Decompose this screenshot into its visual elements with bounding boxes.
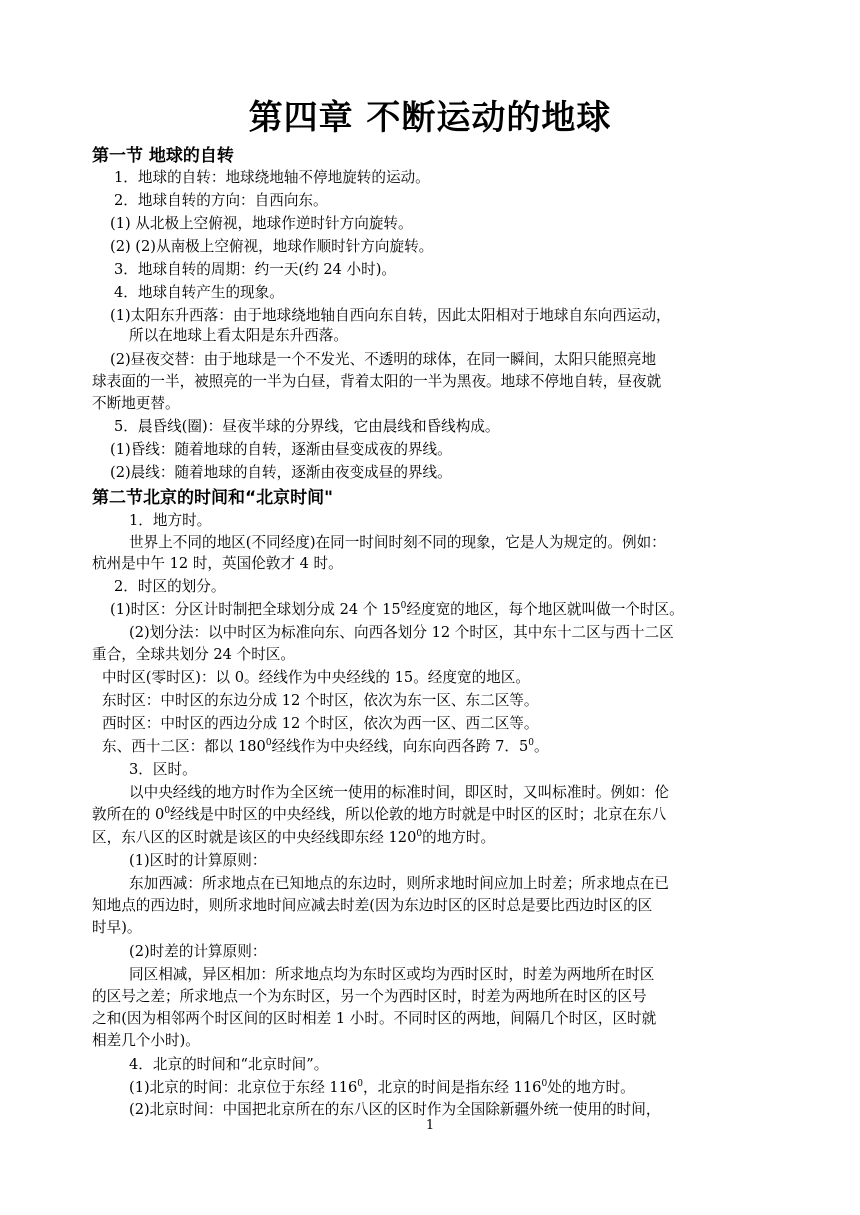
paragraph-line: 中时区(零时区)：以 0。经线作为中央经线的 15。经度宽的地区。 bbox=[102, 669, 530, 686]
paragraph-line: (2)划分法：以中时区为标准向东、向西各划分 12 个时区，其中东十二区与西十二区 bbox=[129, 624, 674, 641]
paragraph-line: 相差几个小时)。 bbox=[92, 1032, 200, 1049]
paragraph-line: (2)北京时间：中国把北京所在的东八区的区时作为全国除新疆外统一使用的时间， bbox=[129, 1101, 661, 1118]
paragraph-line: 之和(因为相邻两个时区间的区时相差 1 小时。不同时区的两地，间隔几个时区，区时就 bbox=[92, 1010, 657, 1027]
paragraph-line: 所以在地球上看太阳是东升西落。 bbox=[129, 327, 348, 344]
paragraph-line: 东加西减：所求地点在已知地点的东边时，则所求地时间应加上时差；所求地点在已 bbox=[129, 875, 669, 892]
paragraph-line: (1) 从北极上空俯视，地球作逆时针方向旋转。 bbox=[110, 215, 413, 232]
paragraph-line: (2)时差的计算原则： bbox=[129, 943, 267, 960]
paragraph-line: 世界上不同的地区(不同经度)在同一时间时刻不同的现象，它是人为规定的。例如： bbox=[129, 534, 666, 551]
paragraph-line: 球表面的一半，被照亮的一半为白昼，背着太阳的一半为黑夜。地球不停地自转，昼夜就 bbox=[92, 373, 662, 390]
paragraph-line: 的区号之差；所求地点一个为东时区，另一个为西时区时，时差为两地所在时区的区号 bbox=[92, 988, 647, 1005]
paragraph-line: 以中央经线的地方时作为全区统一使用的标准时间，即区时，又叫标准时。例如：伦 bbox=[129, 784, 669, 801]
page-number: 1 bbox=[425, 1118, 435, 1133]
chapter-title: 第四章 不断运动的地球 bbox=[248, 98, 612, 138]
paragraph-line: 重合，全球共划分 24 个时区。 bbox=[92, 646, 295, 663]
paragraph-line: 敦所在的 $0^0$经线是中时区的中央经线，所以伦敦的地方时就是中时区的区时；北京在东八 bbox=[92, 806, 667, 823]
paragraph-line: 2．时区的划分。 bbox=[114, 578, 226, 595]
paragraph-line: (1)昏线：随着地球的自转，逐渐由昼变成夜的界线。 bbox=[110, 441, 452, 458]
paragraph-line: (2) (2)从南极上空俯视，地球作顺时针方向旋转。 bbox=[110, 238, 434, 255]
paragraph-line: 同区相减，异区相加：所求地点均为东时区或均为西时区时，时差为两地所在时区 bbox=[129, 966, 655, 983]
paragraph-line: 2．地球自转的方向：自西向东。 bbox=[114, 192, 328, 209]
paragraph-line: 知地点的西边时，则所求地时间应减去时差(因为东边时区的区时总是要比西边时区的区 bbox=[92, 897, 653, 914]
paragraph-line: 东、西十二区：都以 $180^0$经线作为中央经线，向东向西各跨 7．$5^0$。 bbox=[102, 738, 549, 755]
paragraph-line: 3．地球自转的周期：约一天(约 24 小时)。 bbox=[114, 261, 397, 278]
paragraph-line: (1)区时的计算原则： bbox=[129, 852, 267, 869]
section-heading-1: 第一节 地球的自转 bbox=[92, 146, 234, 166]
paragraph-line: (2)晨线：随着地球的自转，逐渐由夜变成昼的界线。 bbox=[110, 464, 452, 481]
paragraph-line: (1)时区：分区计时制把全球划分成 24 个 $15^0$经度宽的地区，每个地区就叫做一个时区。 bbox=[110, 601, 684, 618]
section-heading-2: 第二节北京的时间和“北京时间" bbox=[92, 488, 334, 508]
paragraph-line: (2)昼夜交替：由于地球是一个不发光、不透明的球体，在同一瞬间，太阳只能照亮地 bbox=[110, 351, 657, 368]
paragraph-line: (1)北京的时间：北京位于东经 $116^0$，北京的时间是指东经 $116^0$处的地方时。 bbox=[129, 1079, 635, 1096]
paragraph-line: 不断地更替。 bbox=[92, 395, 180, 412]
paragraph-line: 1．地方时。 bbox=[129, 512, 212, 529]
paragraph-line: 杭州是中午 12 时，英国伦敦才 4 时。 bbox=[92, 555, 343, 572]
paragraph-line: 时早)。 bbox=[92, 919, 142, 936]
paragraph-line: 3．区时。 bbox=[129, 761, 197, 778]
paragraph-line: (1)太阳东升西落：由于地球绕地轴自西向东自转，因此太阳相对于地球自东向西运动， bbox=[110, 307, 671, 324]
paragraph-line: 西时区：中时区的西边分成 12 个时区，依次为西一区、西二区等。 bbox=[102, 715, 539, 732]
paragraph-line: 4．地球自转产生的现象。 bbox=[114, 284, 284, 301]
paragraph-line: 区，东八区的区时就是该区的中央经线即东经 $120^0$的地方时。 bbox=[92, 829, 496, 846]
paragraph-line: 4．北京的时间和“北京时间”。 bbox=[129, 1056, 329, 1073]
paragraph-line: 东时区：中时区的东边分成 12 个时区，依次为东一区、东二区等。 bbox=[102, 692, 539, 709]
paragraph-line: 1．地球的自转：地球绕地轴不停地旋转的运动。 bbox=[114, 169, 430, 186]
paragraph-line: 5．晨昏线(圈)：昼夜半球的分界线，它由晨线和昏线构成。 bbox=[114, 418, 500, 435]
